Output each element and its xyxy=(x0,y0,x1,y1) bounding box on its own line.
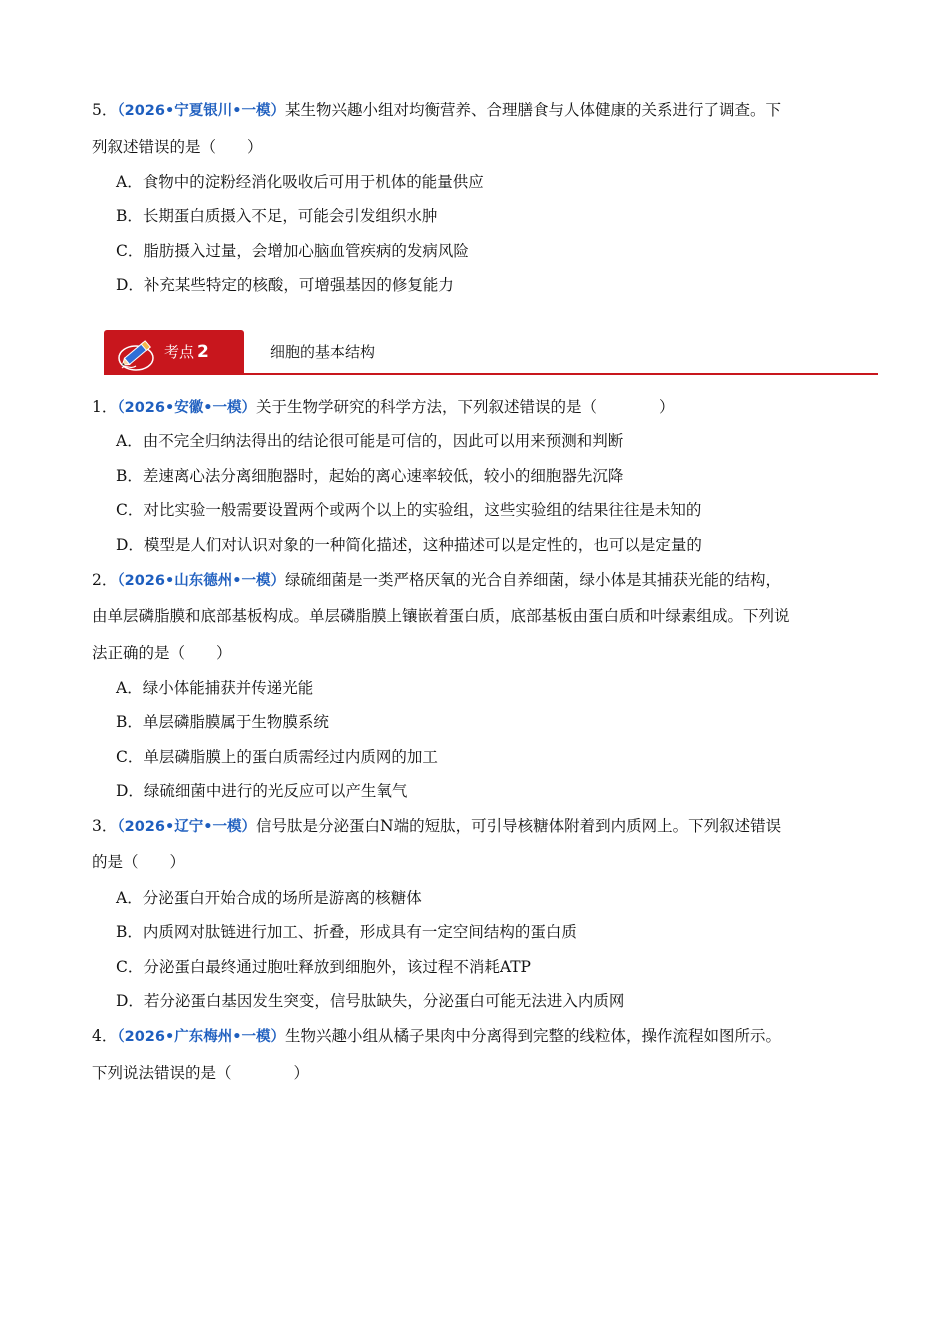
question-2-option-b: B．单层磷脂膜属于生物膜系统 xyxy=(116,713,329,731)
question-number: 5． xyxy=(92,101,118,119)
question-2-stem-line2: 由单层磷脂膜和底部基板构成。单层磷脂膜上镶嵌着蛋白质，底部基板由蛋白质和叶绿素组成。下列说 xyxy=(92,607,790,625)
question-source: （2026•山东德州•一模） xyxy=(117,573,286,589)
question-3-stem-line2: 的是（ ） xyxy=(92,853,186,871)
section-title: 细胞的基本结构 xyxy=(270,343,376,361)
pencil-icon xyxy=(116,334,158,372)
question-1-option-a: A．由不完全归纳法得出的结论很可能是可信的，因此可以用来预测和判断 xyxy=(116,432,624,450)
question-3-option-d: D．若分泌蛋白基因发生突变，信号肽缺失，分泌蛋白可能无法进入内质网 xyxy=(116,992,625,1010)
question-text: 信号肽是分泌蛋白N端的短肽，可引导核糖体附着到内质网上。下列叙述错误 xyxy=(256,817,782,835)
section-divider xyxy=(104,373,878,375)
question-1-stem xyxy=(92,396,862,419)
question-5-option-b: B．长期蛋白质摄入不足，可能会引发组织水肿 xyxy=(116,207,438,225)
question-1-option-c: C．对比实验一般需要设置两个或两个以上的实验组，这些实验组的结果往往是未知的 xyxy=(116,501,702,519)
question-3-option-a: A．分泌蛋白开始合成的场所是游离的核糖体 xyxy=(116,889,422,907)
question-source: （2026•安徽•一模） xyxy=(117,400,257,416)
question-3-stem-line1 xyxy=(92,815,862,838)
section-label: 考点 2 xyxy=(164,342,209,362)
question-5-stem-line1 xyxy=(92,99,862,122)
question-4-stem-line1 xyxy=(92,1025,862,1048)
section-banner xyxy=(104,330,878,376)
question-source: （2026•广东梅州•一模） xyxy=(117,1029,286,1045)
question-2-option-d: D．绿硫细菌中进行的光反应可以产生氧气 xyxy=(116,782,408,800)
question-text: 绿硫细菌是一类严格厌氧的光合自养细菌，绿小体是其捕获光能的结构， xyxy=(285,571,782,589)
question-text: 生物兴趣小组从橘子果肉中分离得到完整的线粒体，操作流程如图所示。 xyxy=(285,1027,782,1045)
question-source: （2026•宁夏银川•一模） xyxy=(117,103,286,119)
question-source: （2026•辽宁•一模） xyxy=(117,819,257,835)
question-text: 某生物兴趣小组对均衡营养、合理膳食与人体健康的关系进行了调查。下 xyxy=(285,101,782,119)
question-1-option-b: B．差速离心法分离细胞器时，起始的离心速率较低，较小的细胞器先沉降 xyxy=(116,467,624,485)
question-5-option-a: A．食物中的淀粉经消化吸收后可用于机体的能量供应 xyxy=(116,173,484,191)
question-5-stem-line2: 列叙述错误的是（ ） xyxy=(92,138,263,156)
question-text: 关于生物学研究的科学方法，下列叙述错误的是（ ） xyxy=(256,398,675,416)
question-number: 2． xyxy=(92,571,118,589)
question-number: 1． xyxy=(92,398,118,416)
question-5-option-c: C．脂肪摄入过量，会增加心脑血管疾病的发病风险 xyxy=(116,242,469,260)
question-4-stem-line2: 下列说法错误的是（ ） xyxy=(92,1064,310,1082)
question-3-option-b: B．内质网对肽链进行加工、折叠，形成具有一定空间结构的蛋白质 xyxy=(116,923,577,941)
question-number: 3． xyxy=(92,817,118,835)
question-3-option-c: C．分泌蛋白最终通过胞吐释放到细胞外，该过程不消耗ATP xyxy=(116,958,531,976)
section-tab xyxy=(104,330,244,374)
question-1-option-d: D．模型是人们对认识对象的一种简化描述，这种描述可以是定性的，也可以是定量的 xyxy=(116,536,702,554)
question-2-option-c: C．单层磷脂膜上的蛋白质需经过内质网的加工 xyxy=(116,748,438,766)
question-5-option-d: D．补充某些特定的核酸，可增强基因的修复能力 xyxy=(116,276,454,294)
question-2-stem-line3: 法正确的是（ ） xyxy=(92,644,232,662)
question-2-option-a: A．绿小体能捕获并传递光能 xyxy=(116,679,314,697)
question-number: 4． xyxy=(92,1027,118,1045)
section-number: 2 xyxy=(197,342,209,362)
question-2-stem-line1 xyxy=(92,569,862,592)
